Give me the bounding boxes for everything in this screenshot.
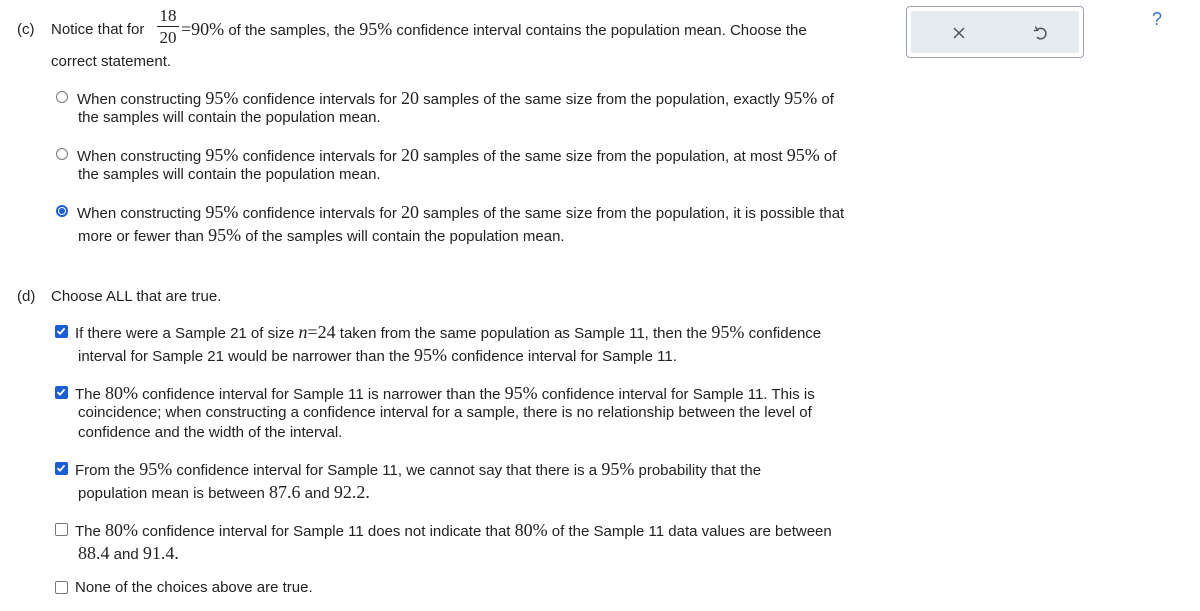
fraction-denominator: 20: [159, 28, 177, 47]
math: 95%: [205, 88, 239, 108]
check-icon: [56, 326, 66, 336]
text: interval for Sample 21 would be narrower than the: [78, 348, 415, 365]
radio-option-c2[interactable]: [56, 148, 68, 160]
check-icon: [56, 463, 66, 473]
math: 92.2: [333, 482, 366, 502]
math: 88.4: [78, 543, 110, 563]
text: confidence interval for Sample 11 does not indicate that: [138, 523, 515, 540]
checkbox-option-d5[interactable]: [55, 581, 68, 594]
text: confidence intervals for: [238, 205, 401, 222]
text: When constructing: [77, 148, 206, 165]
check-icon: [56, 387, 66, 397]
text: more or fewer than: [78, 228, 209, 245]
checkbox-option-d2-checked[interactable]: [55, 386, 68, 399]
ci-95: 95%: [359, 19, 393, 39]
help-icon: ?: [1151, 9, 1162, 29]
help-button[interactable]: [1146, 8, 1168, 30]
text: probability that the: [634, 462, 762, 479]
text: confidence interval for Sample 11.: [447, 348, 677, 365]
option-d1-line1[interactable]: [75, 322, 821, 344]
text: confidence interval for Sample 11. This is: [537, 386, 815, 403]
option-d2-line1[interactable]: [75, 383, 815, 405]
text: and: [109, 546, 143, 563]
part-c-intro-line2: correct statement.: [51, 53, 172, 70]
close-button[interactable]: [947, 21, 971, 45]
text: of: [817, 91, 834, 108]
checkbox-option-d4[interactable]: [55, 523, 68, 536]
text: samples of the same size from the population, at most: [419, 148, 787, 165]
math: 95%: [205, 202, 239, 222]
option-d5-line1[interactable]: None of the choices above are true.: [75, 579, 313, 596]
part-c-label: (c): [17, 21, 35, 38]
math: 95%: [601, 459, 635, 479]
option-c2-line2: the samples will contain the population mean.: [78, 166, 381, 183]
option-c3-line2: [78, 225, 565, 247]
undo-icon: [1029, 21, 1053, 45]
math: 95%: [139, 459, 173, 479]
text: confidence: [744, 325, 822, 342]
math: 95%: [711, 322, 745, 342]
radio-option-c3-selected[interactable]: [56, 205, 68, 217]
text: The: [75, 523, 106, 540]
math: 95%: [504, 383, 538, 403]
text: and: [300, 485, 334, 502]
option-d3-line2: [78, 482, 370, 504]
text: When constructing: [77, 205, 206, 222]
text: confidence interval for Sample 11, we cannot say that there is a: [172, 462, 602, 479]
math: 80%: [105, 383, 139, 403]
fraction-bar: [157, 26, 179, 27]
option-d2-line3: confidence and the width of the interval.: [78, 424, 343, 441]
option-d4-line2: [78, 543, 179, 565]
checkbox-option-d1-checked[interactable]: [55, 325, 68, 338]
fraction: [157, 6, 179, 47]
fraction-numerator: 18: [159, 6, 177, 25]
equals: =: [181, 19, 192, 39]
text: of the samples will contain the population mean.: [241, 228, 565, 245]
math-n: n: [298, 322, 308, 342]
checkbox-option-d3-checked[interactable]: [55, 462, 68, 475]
option-c3-line1[interactable]: [77, 202, 844, 224]
math: .: [365, 482, 370, 502]
pct-90: 90%: [191, 19, 225, 39]
option-c1-line2: the samples will contain the population mean.: [78, 109, 381, 126]
math: .: [174, 543, 179, 563]
part-d-label: (d): [17, 288, 36, 305]
part-c-intro-prefix: Notice that for: [51, 21, 145, 38]
text: If there were a Sample 21 of size: [75, 325, 299, 342]
part-c-intro-rest: [181, 19, 807, 41]
intro-suffix: confidence interval contains the population mean. Choose the: [392, 22, 807, 39]
radio-option-c1[interactable]: [56, 91, 68, 103]
option-d2-line2: coincidence; when constructing a confidence interval for a sample, there is no relationship between the level of: [78, 404, 812, 421]
text: The: [75, 386, 106, 403]
math: =24: [307, 322, 336, 342]
math: 80%: [105, 520, 139, 540]
text: of the Sample 11 data values are between: [547, 523, 832, 540]
text: When constructing: [77, 91, 206, 108]
option-c1-line1[interactable]: [77, 88, 834, 110]
math: 80%: [514, 520, 548, 540]
text: confidence interval for Sample 11 is narrower than the: [138, 386, 505, 403]
text: confidence intervals for: [238, 148, 401, 165]
math: 95%: [208, 225, 242, 245]
close-icon: [947, 21, 971, 45]
part-d-intro: Choose ALL that are true.: [51, 288, 222, 305]
text: From the: [75, 462, 140, 479]
text: population mean is between: [78, 485, 269, 502]
undo-button[interactable]: [1029, 21, 1053, 45]
option-c2-line1[interactable]: [77, 145, 836, 167]
math: 95%: [205, 145, 239, 165]
math: 95%: [414, 345, 448, 365]
math: 95%: [784, 88, 818, 108]
math: 20: [401, 202, 419, 222]
math: 91.4: [142, 543, 175, 563]
math: 20: [401, 88, 419, 108]
math: 87.6: [268, 482, 301, 502]
option-d3-line1[interactable]: [75, 459, 761, 481]
math: 95%: [786, 145, 820, 165]
option-d4-line1[interactable]: [75, 520, 832, 542]
text: of: [819, 148, 837, 165]
text: confidence intervals for: [238, 91, 401, 108]
option-d1-line2: [78, 345, 677, 367]
intro-mid: of the samples, the: [224, 22, 360, 39]
math: 20: [401, 145, 419, 165]
text: samples of the same size from the population, exactly: [419, 91, 785, 108]
text: taken from the same population as Sample 11, then the: [335, 325, 712, 342]
toolbox-inner: [911, 11, 1079, 53]
answer-toolbox: [906, 6, 1084, 58]
text: samples of the same size from the population, it is possible that: [419, 205, 845, 222]
